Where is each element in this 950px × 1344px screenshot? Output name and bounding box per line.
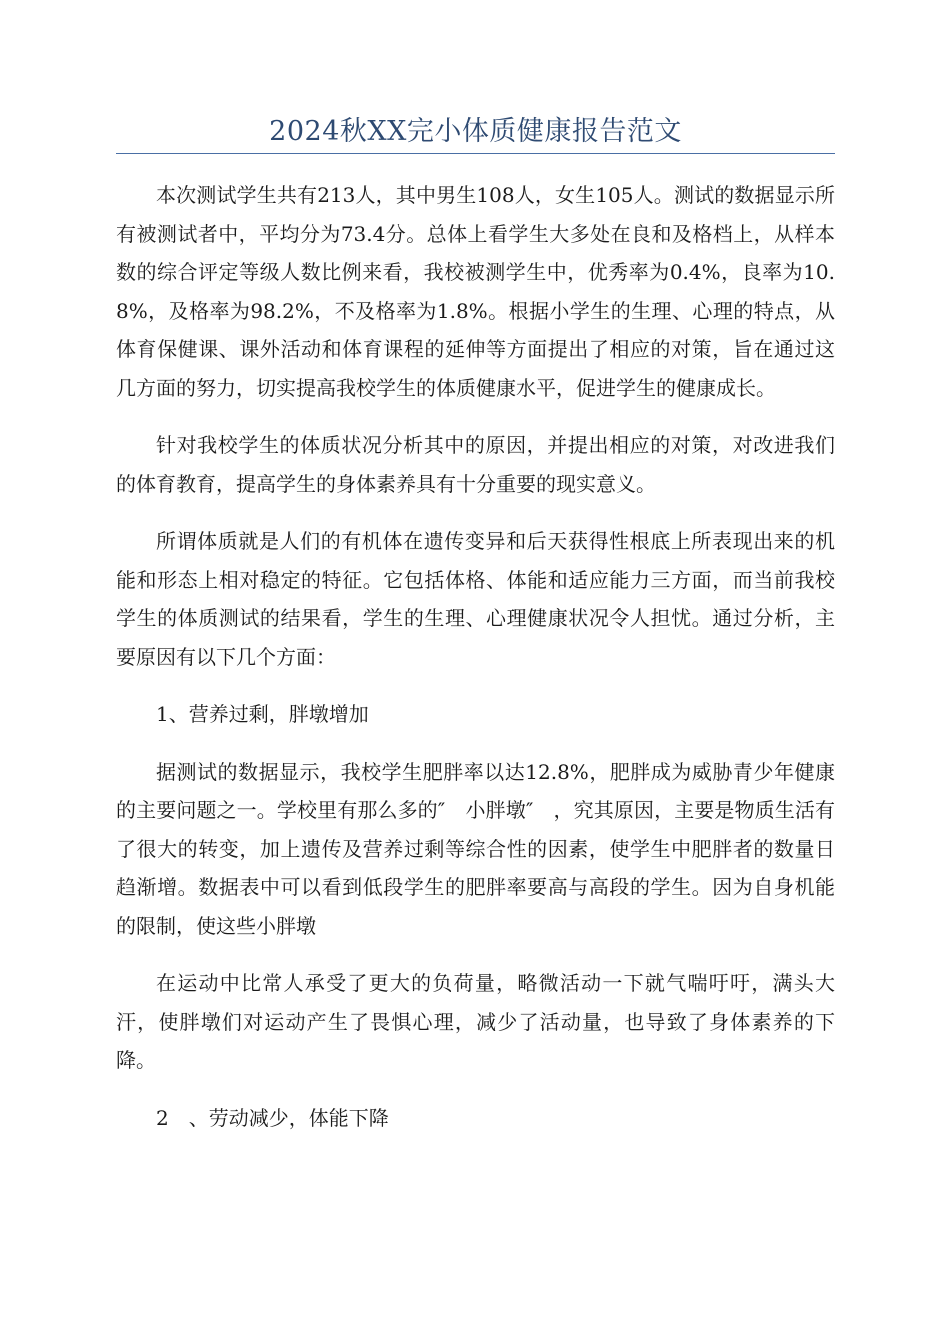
document-body [116,176,835,1156]
title-underline [116,153,835,154]
paragraph-obesity: 据测试的数据显示，我校学生肥胖率以达12.8%，肥胖成为威胁青少年健康的主要问题之一。学校里有那么多的″ 小胖墩″ ，究其原因，主要是物质生活有了很大的转变，加上遗传及营养过剩等综合性的因素，使学生中肥胖者的数量日趋渐增。数据表中可以看到低段学生的肥胖率要高与高段的学生。因为自身机能的限制，使这些小胖墩 [116,759,835,938]
paragraph-significance: 针对我校学生的体质状况分析其中的原因，并提出相应的对策，对改进我们的体育教育，提高学生的身体素养具有十分重要的现实意义。 [116,433,835,496]
document-title: 2024秋XX完小体质健康报告范文 [269,116,682,147]
paragraph-test-summary: 本次测试学生共有213人，其中男生108人，女生105人。测试的数据显示所有被测试者中，平均分为73.4分。总体上看学生大多处在良和及格档上，从样本数的综合评定等级人数比例来看，我校被测学生中，优秀率为0.4%，良率为10.8%，及格率为98.2%，不及格率为1.8%。根据小学生的生理、心理的特点，从体育保健课、课外活动和体育课程的延伸等方面提出了相应的对策，旨在通过这几方面的努力，切实提高我校学生的体质健康水平，促进学生的健康成长。 [116,183,835,400]
section-heading-2: 2 、劳动减少，体能下降 [156,1105,389,1130]
paragraph-definition: 所谓体质就是人们的有机体在遗传变异和后天获得性根底上所表现出来的机能和形态上相对稳定的特征。它包括体格、体能和适应能力三方面，而当前我校学生的体质测试的结果看，学生的生理、心理健康状况令人担忧。通过分析，主要原因有以下几个方面： [116,529,835,669]
section-heading-1: 1、营养过剩，胖墩增加 [156,702,369,726]
paragraph-exercise-load: 在运动中比常人承受了更大的负荷量，略微活动一下就气喘吁吁，满头大汗，使胖墩们对运动产生了畏惧心理，减少了活动量，也导致了身体素养的下降。 [116,971,835,1072]
